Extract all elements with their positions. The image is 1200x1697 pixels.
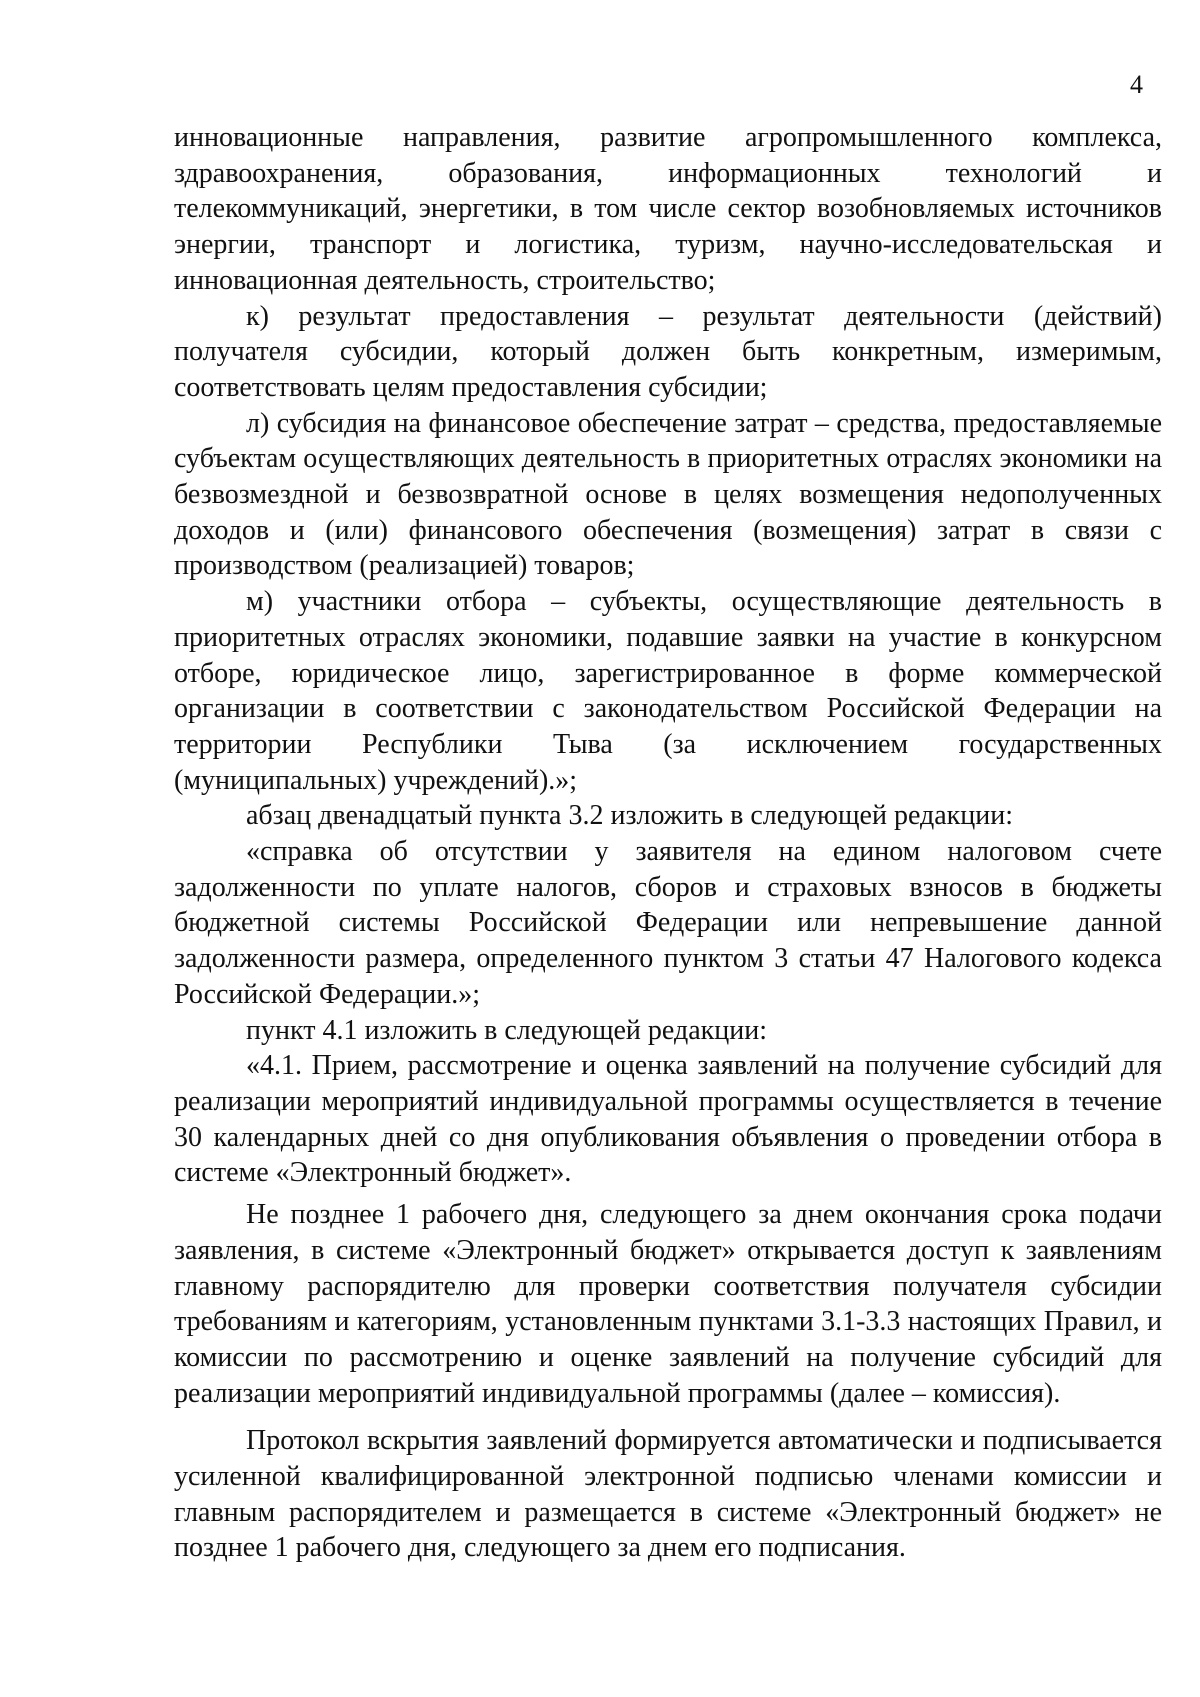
paragraph-l-subsidy: л) субсидия на финансовое обеспечение затрат – средства, предоставляемые субъектам осуществляющих деятельность в приоритетных отраслях экономики на безвозмездной и безвозвратной основе в целях возмещения недополученных доходов и (или) финансового обеспечения (возмещения) затрат в связи с производством (реализацией) товаров;	[174, 407, 1162, 582]
paragraph-continuation: инновационные направления, развитие агропромышленного комплекса, здравоохранения, образования, информационных технологий и телекоммуникаций, энергетики, в том числе сектор возобновляемых источников энергии, транспорт и логистика, туризм, научно-исследовательская и инновационная деятельность, строительство;	[174, 122, 1162, 296]
paragraph-clause-4-1: «4.1. Прием, рассмотрение и оценка заявлений на получение субсидий для реализации мероприятий индивидуальной программы осуществляется в течение 30 календарных дней со дня опубликования объявления о проведении отбора в системе «Электронный бюджет».	[174, 1050, 1162, 1189]
paragraph-tax-certificate: «справка об отсутствии у заявителя на едином налоговом счете задолженности по уплате налогов, сборов и страховых взносов в бюджеты бюджетной системы Российской Федерации или непревышение данной задолженности размера, определенного пунктом 3 статьи 47 Налогового кодекса Российской Федерации.»;	[174, 836, 1162, 1010]
document-body	[174, 120, 1162, 1566]
paragraph-amendment-4-1: пункт 4.1 изложить в следующей редакции:	[246, 1014, 767, 1046]
page-number: 4	[1130, 70, 1143, 99]
paragraph-k-result: к) результат предоставления – результат деятельности (действий) получателя субсидии, который должен быть конкретным, измеримым, соответствовать целям предоставления субсидии;	[174, 300, 1162, 403]
paragraph-opening-protocol: Протокол вскрытия заявлений формируется автоматически и подписывается усиленной квалифицированной электронной подписью членами комиссии и главным распорядителем и размещается в системе «Электронный бюджет» не позднее 1 рабочего дня, следующего за днем его подписания.	[174, 1425, 1162, 1564]
paragraph-m-participants: м) участники отбора – субъекты, осуществляющие деятельность в приоритетных отраслях экономики, подавшие заявки на участие в конкурсном отборе, юридическое лицо, зарегистрированное в форме коммерческой организации в соответствии с законодательством Российской Федерации на территории Республики Тыва (за исключением государственных (муниципальных) учреждений).»;	[174, 586, 1162, 796]
paragraph-amendment-3-2: абзац двенадцатый пункта 3.2 изложить в следующей редакции:	[246, 800, 1014, 832]
paragraph-access-to-applications: Не позднее 1 рабочего дня, следующего за днем окончания срока подачи заявления, в системе «Электронный бюджет» открывается доступ к заявлениям главному распорядителю для проверки соответствия получателя субсидии требованиям и категориям, установленным пунктами 3.1-3.3 настоящих Правил, и комиссии по рассмотрению и оценке заявлений на получение субсидий для реализации мероприятий индивидуальной программы (далее – комиссия).	[174, 1199, 1162, 1409]
